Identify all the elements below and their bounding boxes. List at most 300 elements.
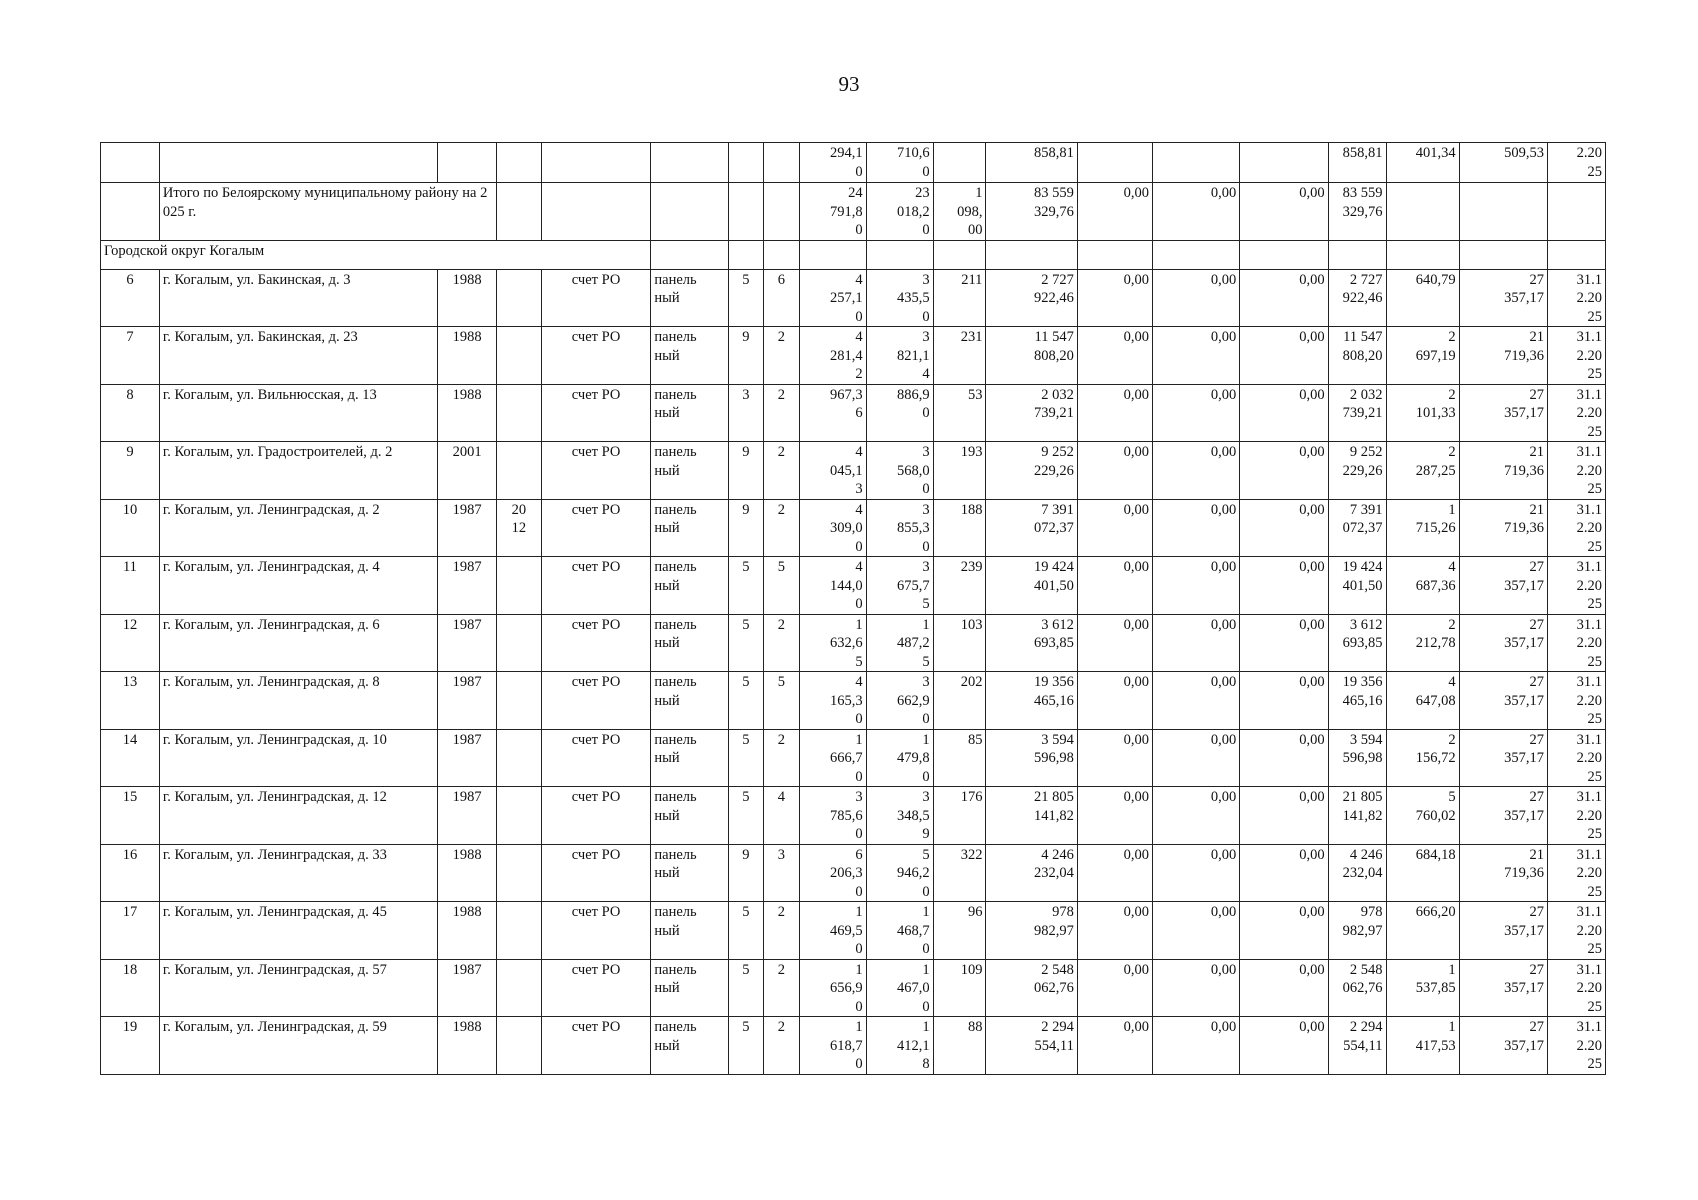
cost-fund-cell: 2 548 062,76 <box>1328 959 1386 1017</box>
unit-cost-cell: 1 417,53 <box>1386 1017 1459 1075</box>
limit-cost-cell: 509,53 <box>1459 143 1547 183</box>
residents-cell: 109 <box>933 959 986 1017</box>
entrances-cell: 2 <box>764 499 800 557</box>
address-cell: г. Когалым, ул. Ленинградская, д. 12 <box>159 787 437 845</box>
floors-cell: 5 <box>728 614 764 672</box>
limit-cost-cell: 27 357,17 <box>1459 672 1547 730</box>
floors-cell: 5 <box>728 902 764 960</box>
unit-cost-cell: 4 687,36 <box>1386 557 1459 615</box>
cost-fund-cell: 19 356 465,16 <box>1328 672 1386 730</box>
build-year-cell: 1988 <box>438 384 497 442</box>
table-row <box>101 844 1606 902</box>
repair-year-cell <box>497 614 542 672</box>
area-living-cell: 1 412,1 8 <box>866 1017 933 1075</box>
deadline-cell: 31.1 2.20 25 <box>1547 959 1605 1017</box>
wall-material-cell: панель ный <box>651 902 728 960</box>
row-number-cell: 16 <box>101 844 160 902</box>
amount-cell: 0,00 <box>1152 844 1239 902</box>
entrances-cell: 2 <box>764 729 800 787</box>
wall-material-cell: панель ный <box>651 1017 728 1075</box>
amount-cell: 0,00 <box>1240 327 1328 385</box>
funding-cell: счет РО <box>541 327 651 385</box>
area-total-cell: 6 206,3 0 <box>799 844 866 902</box>
repair-year-cell <box>497 902 542 960</box>
table-row <box>101 384 1606 442</box>
cost-total-cell: 3 594 596,98 <box>986 729 1077 787</box>
cost-total-cell: 3 612 693,85 <box>986 614 1077 672</box>
residents-cell: 322 <box>933 844 986 902</box>
limit-cost-cell: 27 357,17 <box>1459 384 1547 442</box>
cost-total-cell: 19 424 401,50 <box>986 557 1077 615</box>
limit-cost-cell: 27 357,17 <box>1459 269 1547 327</box>
area-total-cell: 1 469,5 0 <box>799 902 866 960</box>
repair-year-cell: 20 12 <box>497 499 542 557</box>
cost-fund-cell: 83 559 329,76 <box>1328 183 1386 241</box>
funding-cell: счет РО <box>541 557 651 615</box>
funding-cell: счет РО <box>541 729 651 787</box>
unit-cost-cell: 640,79 <box>1386 269 1459 327</box>
wall-material-cell: панель ный <box>651 672 728 730</box>
area-living-cell: 886,9 0 <box>866 384 933 442</box>
floors-cell: 3 <box>728 384 764 442</box>
table-row <box>101 787 1606 845</box>
amount-cell: 0,00 <box>1240 557 1328 615</box>
amount-cell: 0,00 <box>1240 672 1328 730</box>
amount-cell: 0,00 <box>1240 499 1328 557</box>
area-living-cell: 3 568,0 0 <box>866 442 933 500</box>
address-cell: г. Когалым, ул. Бакинская, д. 23 <box>159 327 437 385</box>
deadline-cell: 31.1 2.20 25 <box>1547 327 1605 385</box>
funding-cell: счет РО <box>541 384 651 442</box>
funding-cell: счет РО <box>541 844 651 902</box>
funding-cell: счет РО <box>541 442 651 500</box>
residents-cell: 239 <box>933 557 986 615</box>
address-cell: г. Когалым, ул. Вильнюсская, д. 13 <box>159 384 437 442</box>
build-year-cell: 2001 <box>438 442 497 500</box>
deadline-cell: 31.1 2.20 25 <box>1547 614 1605 672</box>
deadline-cell: 31.1 2.20 25 <box>1547 672 1605 730</box>
area-total-cell: 1 656,9 0 <box>799 959 866 1017</box>
amount-cell: 0,00 <box>1077 442 1152 500</box>
repair-year-cell <box>497 672 542 730</box>
cost-total-cell: 4 246 232,04 <box>986 844 1077 902</box>
amount-cell: 0,00 <box>1240 614 1328 672</box>
residents-cell: 193 <box>933 442 986 500</box>
amount-cell: 0,00 <box>1152 729 1239 787</box>
wall-material-cell: панель ный <box>651 442 728 500</box>
residents-cell: 211 <box>933 269 986 327</box>
area-total-cell: 967,3 6 <box>799 384 866 442</box>
amount-cell: 0,00 <box>1152 787 1239 845</box>
table-row <box>101 327 1606 385</box>
deadline-cell: 31.1 2.20 25 <box>1547 902 1605 960</box>
amount-cell: 0,00 <box>1152 269 1239 327</box>
area-total-cell: 1 666,7 0 <box>799 729 866 787</box>
entrances-cell: 3 <box>764 844 800 902</box>
address-cell: г. Когалым, ул. Бакинская, д. 3 <box>159 269 437 327</box>
table-row <box>101 557 1606 615</box>
cost-total-cell: 2 294 554,11 <box>986 1017 1077 1075</box>
area-living-cell: 710,6 0 <box>866 143 933 183</box>
cost-fund-cell: 2 727 922,46 <box>1328 269 1386 327</box>
amount-cell: 0,00 <box>1240 269 1328 327</box>
area-living-cell: 3 855,3 0 <box>866 499 933 557</box>
amount-cell: 0,00 <box>1240 959 1328 1017</box>
residents-cell: 88 <box>933 1017 986 1075</box>
amount-cell: 0,00 <box>1077 327 1152 385</box>
address-cell: г. Когалым, ул. Градостроителей, д. 2 <box>159 442 437 500</box>
residents-cell: 53 <box>933 384 986 442</box>
amount-cell: 0,00 <box>1077 499 1152 557</box>
area-living-cell: 1 479,8 0 <box>866 729 933 787</box>
amount-cell: 0,00 <box>1152 902 1239 960</box>
entrances-cell: 6 <box>764 269 800 327</box>
amount-cell: 0,00 <box>1240 183 1328 241</box>
cost-total-cell: 21 805 141,82 <box>986 787 1077 845</box>
cost-fund-cell: 978 982,97 <box>1328 902 1386 960</box>
cost-total-cell: 858,81 <box>986 143 1077 183</box>
deadline-cell: 31.1 2.20 25 <box>1547 384 1605 442</box>
build-year-cell: 1987 <box>438 959 497 1017</box>
row-number-cell: 15 <box>101 787 160 845</box>
floors-cell: 9 <box>728 442 764 500</box>
area-total-cell: 4 281,4 2 <box>799 327 866 385</box>
amount-cell: 0,00 <box>1077 557 1152 615</box>
area-living-cell: 3 662,9 0 <box>866 672 933 730</box>
area-living-cell: 3 675,7 5 <box>866 557 933 615</box>
table-row <box>101 269 1606 327</box>
wall-material-cell: панель ный <box>651 269 728 327</box>
amount-cell: 0,00 <box>1152 183 1239 241</box>
wall-material-cell: панель ный <box>651 614 728 672</box>
build-year-cell: 1987 <box>438 614 497 672</box>
table-row <box>101 442 1606 500</box>
floors-cell: 5 <box>728 959 764 1017</box>
amount-cell: 0,00 <box>1240 902 1328 960</box>
cost-total-cell: 2 548 062,76 <box>986 959 1077 1017</box>
build-year-cell: 1988 <box>438 269 497 327</box>
unit-cost-cell: 2 287,25 <box>1386 442 1459 500</box>
amount-cell: 0,00 <box>1152 614 1239 672</box>
cost-total-cell: 2 032 739,21 <box>986 384 1077 442</box>
area-total-cell: 4 257,1 0 <box>799 269 866 327</box>
limit-cost-cell: 21 719,36 <box>1459 327 1547 385</box>
cost-fund-cell: 4 246 232,04 <box>1328 844 1386 902</box>
amount-cell: 0,00 <box>1152 557 1239 615</box>
limit-cost-cell: 21 719,36 <box>1459 499 1547 557</box>
residents-cell: 188 <box>933 499 986 557</box>
amount-cell: 0,00 <box>1077 269 1152 327</box>
wall-material-cell: панель ный <box>651 384 728 442</box>
row-number-cell: 14 <box>101 729 160 787</box>
amount-cell: 0,00 <box>1152 959 1239 1017</box>
wall-material-cell: панель ный <box>651 557 728 615</box>
funding-cell: счет РО <box>541 1017 651 1075</box>
address-cell: г. Когалым, ул. Ленинградская, д. 10 <box>159 729 437 787</box>
build-year-cell: 1987 <box>438 499 497 557</box>
cost-total-cell: 19 356 465,16 <box>986 672 1077 730</box>
table-row <box>101 959 1606 1017</box>
amount-cell: 0,00 <box>1077 959 1152 1017</box>
address-cell: г. Когалым, ул. Ленинградская, д. 4 <box>159 557 437 615</box>
residents-cell: 231 <box>933 327 986 385</box>
repair-year-cell <box>497 269 542 327</box>
row-number-cell: 17 <box>101 902 160 960</box>
wall-material-cell: панель ный <box>651 327 728 385</box>
unit-cost-cell: 2 156,72 <box>1386 729 1459 787</box>
repair-year-cell <box>497 844 542 902</box>
amount-cell: 0,00 <box>1077 183 1152 241</box>
cost-total-cell: 83 559 329,76 <box>986 183 1077 241</box>
total-row <box>101 183 1606 241</box>
row-number-cell: 18 <box>101 959 160 1017</box>
deadline-cell: 31.1 2.20 25 <box>1547 729 1605 787</box>
section-row <box>101 240 1606 269</box>
repair-year-cell <box>497 959 542 1017</box>
row-number-cell: 6 <box>101 269 160 327</box>
repair-year-cell <box>497 557 542 615</box>
address-cell: г. Когалым, ул. Ленинградская, д. 45 <box>159 902 437 960</box>
table-row <box>101 614 1606 672</box>
amount-cell: 0,00 <box>1152 672 1239 730</box>
area-living-cell: 1 467,0 0 <box>866 959 933 1017</box>
floors-cell: 5 <box>728 672 764 730</box>
limit-cost-cell: 27 357,17 <box>1459 787 1547 845</box>
area-living-cell: 3 348,5 9 <box>866 787 933 845</box>
row-number-cell: 11 <box>101 557 160 615</box>
floors-cell: 5 <box>728 729 764 787</box>
residents-cell: 1 098, 00 <box>933 183 986 241</box>
build-year-cell: 1988 <box>438 327 497 385</box>
repair-year-cell <box>497 787 542 845</box>
amount-cell: 0,00 <box>1152 327 1239 385</box>
unit-cost-cell: 4 647,08 <box>1386 672 1459 730</box>
cost-fund-cell: 7 391 072,37 <box>1328 499 1386 557</box>
area-living-cell: 3 821,1 4 <box>866 327 933 385</box>
cost-total-cell: 978 982,97 <box>986 902 1077 960</box>
amount-cell: 0,00 <box>1152 499 1239 557</box>
entrances-cell: 2 <box>764 902 800 960</box>
deadline-cell: 31.1 2.20 25 <box>1547 1017 1605 1075</box>
address-cell: г. Когалым, ул. Ленинградская, д. 8 <box>159 672 437 730</box>
limit-cost-cell: 27 357,17 <box>1459 959 1547 1017</box>
deadline-cell: 31.1 2.20 25 <box>1547 442 1605 500</box>
repair-year-cell <box>497 442 542 500</box>
row-number-cell: 12 <box>101 614 160 672</box>
address-cell: г. Когалым, ул. Ленинградская, д. 57 <box>159 959 437 1017</box>
residents-cell: 202 <box>933 672 986 730</box>
amount-cell: 0,00 <box>1152 384 1239 442</box>
floors-cell: 5 <box>728 787 764 845</box>
page-number: 93 <box>838 72 860 96</box>
limit-cost-cell: 27 357,17 <box>1459 614 1547 672</box>
repair-year-cell <box>497 729 542 787</box>
area-total-cell: 24 791,8 0 <box>799 183 866 241</box>
entrances-cell: 2 <box>764 327 800 385</box>
limit-cost-cell: 27 357,17 <box>1459 557 1547 615</box>
amount-cell: 0,00 <box>1152 1017 1239 1075</box>
amount-cell: 0,00 <box>1240 384 1328 442</box>
table-row <box>101 499 1606 557</box>
table-row <box>101 672 1606 730</box>
unit-cost-cell: 1 537,85 <box>1386 959 1459 1017</box>
repair-year-cell <box>497 384 542 442</box>
unit-cost-cell: 2 212,78 <box>1386 614 1459 672</box>
register-table <box>100 142 1606 1075</box>
address-cell: г. Когалым, ул. Ленинградская, д. 59 <box>159 1017 437 1075</box>
funding-cell: счет РО <box>541 959 651 1017</box>
deadline-cell: 31.1 2.20 25 <box>1547 269 1605 327</box>
amount-cell: 0,00 <box>1240 1017 1328 1075</box>
repair-year-cell <box>497 1017 542 1075</box>
area-total-cell: 4 045,1 3 <box>799 442 866 500</box>
residents-cell: 103 <box>933 614 986 672</box>
amount-cell: 0,00 <box>1240 787 1328 845</box>
row-number-cell: 19 <box>101 1017 160 1075</box>
floors-cell: 9 <box>728 327 764 385</box>
wall-material-cell: панель ный <box>651 499 728 557</box>
unit-cost-cell: 666,20 <box>1386 902 1459 960</box>
entrances-cell: 5 <box>764 672 800 730</box>
entrances-cell: 2 <box>764 959 800 1017</box>
floors-cell: 5 <box>728 269 764 327</box>
build-year-cell: 1987 <box>438 787 497 845</box>
funding-cell: счет РО <box>541 787 651 845</box>
area-living-cell: 5 946,2 0 <box>866 844 933 902</box>
amount-cell: 0,00 <box>1077 1017 1152 1075</box>
unit-cost-cell: 1 715,26 <box>1386 499 1459 557</box>
amount-cell: 0,00 <box>1077 614 1152 672</box>
row-number-cell: 7 <box>101 327 160 385</box>
cost-fund-cell: 9 252 229,26 <box>1328 442 1386 500</box>
cost-fund-cell: 2 032 739,21 <box>1328 384 1386 442</box>
amount-cell: 0,00 <box>1077 902 1152 960</box>
funding-cell: счет РО <box>541 269 651 327</box>
section-title: Городской округ Когалым <box>101 240 651 269</box>
total-label: Итого по Белоярскому муниципальному району на 2025 г. <box>159 183 496 241</box>
build-year-cell: 1987 <box>438 672 497 730</box>
table-row <box>101 902 1606 960</box>
address-cell: г. Когалым, ул. Ленинградская, д. 33 <box>159 844 437 902</box>
cost-total-cell: 11 547 808,20 <box>986 327 1077 385</box>
area-living-cell: 1 468,7 0 <box>866 902 933 960</box>
cost-total-cell: 7 391 072,37 <box>986 499 1077 557</box>
funding-cell: счет РО <box>541 902 651 960</box>
area-living-cell: 1 487,2 5 <box>866 614 933 672</box>
row-number-cell: 10 <box>101 499 160 557</box>
area-total-cell: 1 632,6 5 <box>799 614 866 672</box>
cost-fund-cell: 3 594 596,98 <box>1328 729 1386 787</box>
residents-cell: 176 <box>933 787 986 845</box>
cost-total-cell: 2 727 922,46 <box>986 269 1077 327</box>
cost-fund-cell: 21 805 141,82 <box>1328 787 1386 845</box>
deadline-cell: 2.20 25 <box>1547 143 1605 183</box>
limit-cost-cell: 27 357,17 <box>1459 729 1547 787</box>
cost-total-cell: 9 252 229,26 <box>986 442 1077 500</box>
floors-cell: 5 <box>728 557 764 615</box>
address-cell: г. Когалым, ул. Ленинградская, д. 6 <box>159 614 437 672</box>
amount-cell: 0,00 <box>1077 729 1152 787</box>
unit-cost-cell: 2 101,33 <box>1386 384 1459 442</box>
cost-fund-cell: 11 547 808,20 <box>1328 327 1386 385</box>
floors-cell: 5 <box>728 1017 764 1075</box>
wall-material-cell: панель ный <box>651 787 728 845</box>
amount-cell: 0,00 <box>1152 442 1239 500</box>
amount-cell: 0,00 <box>1240 729 1328 787</box>
area-living-cell: 3 435,5 0 <box>866 269 933 327</box>
cost-fund-cell: 3 612 693,85 <box>1328 614 1386 672</box>
unit-cost-cell: 684,18 <box>1386 844 1459 902</box>
repair-year-cell <box>497 327 542 385</box>
continuation-row <box>101 143 1606 183</box>
deadline-cell: 31.1 2.20 25 <box>1547 499 1605 557</box>
entrances-cell: 2 <box>764 1017 800 1075</box>
row-number-cell: 8 <box>101 384 160 442</box>
entrances-cell: 4 <box>764 787 800 845</box>
build-year-cell: 1988 <box>438 902 497 960</box>
unit-cost-cell: 401,34 <box>1386 143 1459 183</box>
amount-cell: 0,00 <box>1240 442 1328 500</box>
amount-cell: 0,00 <box>1077 787 1152 845</box>
amount-cell: 0,00 <box>1077 384 1152 442</box>
unit-cost-cell: 2 697,19 <box>1386 327 1459 385</box>
area-total-cell: 4 144,0 0 <box>799 557 866 615</box>
limit-cost-cell: 27 357,17 <box>1459 1017 1547 1075</box>
funding-cell: счет РО <box>541 672 651 730</box>
cost-fund-cell: 2 294 554,11 <box>1328 1017 1386 1075</box>
residents-cell: 85 <box>933 729 986 787</box>
limit-cost-cell: 21 719,36 <box>1459 844 1547 902</box>
area-total-cell: 4 309,0 0 <box>799 499 866 557</box>
build-year-cell: 1987 <box>438 557 497 615</box>
funding-cell: счет РО <box>541 614 651 672</box>
floors-cell: 9 <box>728 844 764 902</box>
wall-material-cell: панель ный <box>651 729 728 787</box>
amount-cell: 0,00 <box>1077 844 1152 902</box>
unit-cost-cell: 5 760,02 <box>1386 787 1459 845</box>
funding-cell: счет РО <box>541 499 651 557</box>
table-row <box>101 1017 1606 1075</box>
address-cell: г. Когалым, ул. Ленинградская, д. 2 <box>159 499 437 557</box>
limit-cost-cell: 27 357,17 <box>1459 902 1547 960</box>
build-year-cell: 1987 <box>438 729 497 787</box>
amount-cell: 0,00 <box>1077 672 1152 730</box>
table-row <box>101 729 1606 787</box>
row-number-cell: 9 <box>101 442 160 500</box>
deadline-cell: 31.1 2.20 25 <box>1547 787 1605 845</box>
residents-cell: 96 <box>933 902 986 960</box>
amount-cell: 0,00 <box>1240 844 1328 902</box>
deadline-cell: 31.1 2.20 25 <box>1547 844 1605 902</box>
row-number-cell: 13 <box>101 672 160 730</box>
limit-cost-cell: 21 719,36 <box>1459 442 1547 500</box>
wall-material-cell: панель ный <box>651 844 728 902</box>
area-total-cell: 1 618,7 0 <box>799 1017 866 1075</box>
area-total-cell: 294,1 0 <box>799 143 866 183</box>
area-total-cell: 3 785,6 0 <box>799 787 866 845</box>
entrances-cell: 5 <box>764 557 800 615</box>
area-living-cell: 23 018,2 0 <box>866 183 933 241</box>
wall-material-cell: панель ный <box>651 959 728 1017</box>
entrances-cell: 2 <box>764 384 800 442</box>
build-year-cell: 1988 <box>438 1017 497 1075</box>
cost-fund-cell: 858,81 <box>1328 143 1386 183</box>
cost-fund-cell: 19 424 401,50 <box>1328 557 1386 615</box>
area-total-cell: 4 165,3 0 <box>799 672 866 730</box>
entrances-cell: 2 <box>764 614 800 672</box>
build-year-cell: 1988 <box>438 844 497 902</box>
entrances-cell: 2 <box>764 442 800 500</box>
